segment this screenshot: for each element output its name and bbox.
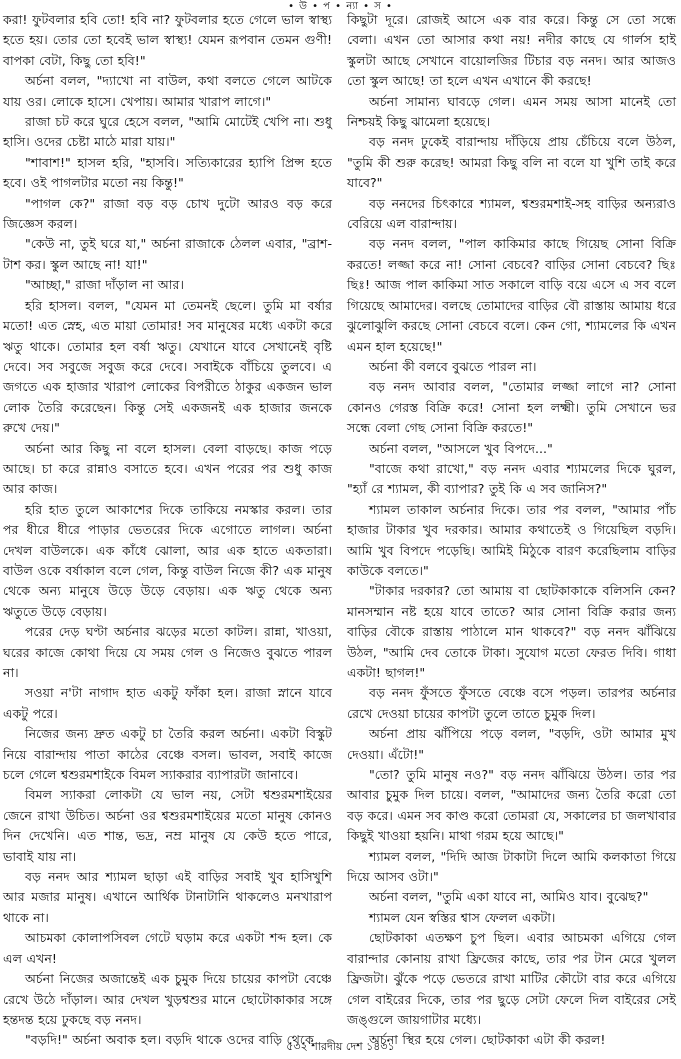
paragraph: আচমকা কোলাপসিবল গেটে ঘড়াম করে একটা শব্দ হল। কে এল এখন! xyxy=(3,930,332,966)
section-label: • উ • প • ন্যা • স • xyxy=(288,1,393,12)
paragraph: বড় ননদ ফুঁসতে ফুঁসতে বেঞ্চে বসে পড়ল। তারপর অর্চনার রেখে দেওয়া চায়ের কাপটা তুলে তাতে চুমুক দিল। xyxy=(347,685,676,721)
paragraph: "বড়দি!" অর্চনা অবাক হল। বড়দি থাকে ওদের বাড়ি থেকে xyxy=(25,1032,314,1048)
paragraph: করা! ফুটবলার হবি তো! হবি না? ফুটবলার হতে গেলে ভাল স্বাস্থ্য হতে হয়। তোর তো হবেই ভাল স্বাস্থ্য! যেমন রূপবান তেমন গুণী! বাপকা বেটা, কিছু তো হবি!" xyxy=(3,12,332,68)
paragraph: বিমল স্যাকরা লোকটা যে ভাল নয়, সেটা শ্বশুরমশাইয়ের জেনে রাখা উচিত। অর্চনা ওর শ্বশুরমশাইয়ের মতো মানুষ কোনও দিন দেখেনি। এত শান্ত, ভদ্র, নম্র মানুষ যে কেউ হতে পারে, ভাবাই যায় না। xyxy=(3,787,332,864)
paragraph: সওয়া ন'টা নাগাদ হাত একটু ফাঁকা হল। রাজা স্নানে যাবে একটু পরে। xyxy=(3,685,332,721)
paragraph: বড় ননদের চিৎকারে শ্যামল, শ্বশুরমশাই-সহ বাড়ির অন্যরাও বেরিয়ে এল বারান্দায়। xyxy=(347,195,676,232)
paragraph: অর্চনা স্থির হয়ে গেল। ছোটকাকা এটা কী করল! xyxy=(369,1032,606,1048)
paragraph: বড় ননদ আর শ্যামল ছাড়া এই বাড়ির সবাই খুব হাসিখুশি আর মজার মানুষ। এখানে আর্থিক টানাটানি থাকলেও মনখারাপ থাকে না। xyxy=(3,869,332,925)
paragraph: "পাগল কে?" রাজা বড় বড় চোখ দুটো আরও বড় করে জিজ্ঞেস করল। xyxy=(3,195,332,232)
paragraph: শ্যামল বলল, "দিদি আজ টাকাটা দিলে আমি কলকাতা গিয়ে দিয়ে আসব ওটা।" xyxy=(347,848,676,885)
paragraph: নিজের জন্য দ্রুত একটু চা তৈরি করল অর্চনা। একটা বিস্কুট নিয়ে বারান্দায় পাতা কাঠের বেঞ্চে বসল। ভাবল, সবাই কাজে চলে গেলে শ্বশুরমশাইকে বিমল স্যাকরার ব্যাপারটা জানাবে। xyxy=(3,726,332,783)
page-footer xyxy=(0,1039,681,1055)
paragraph: বড় ননদ ঢুকেই বারান্দায় দাঁড়িয়ে প্রায় চেঁচিয়ে বলে উঠল, "তুমি কী শুরু করেছ! আমরা কিছু বলি না বলে যা খুশি তাই করে যাবে?" xyxy=(347,134,676,191)
paragraph: হরি হাত তুলে আকাশের দিকে তাকিয়ে নমস্কার করল। তার পর ধীরে ধীরে পাড়ার ভেতরের দিকে এগোতে লাগল। অর্চনা দেখল বাউলকে। এক কাঁধে ঝোলা, আর এক হাতে একতারা। বাউল ওকে বর্ষাকাল বলে গেল, কিন্তু বাউল নিজে কী? এক মানুষ থেকে অন্য মানুষে উড়ে উড়ে বেড়ায়। এক ঋতু থেকে অন্য ঋতুতে উড়ে বেড়ায়। xyxy=(3,501,332,619)
paragraph: অর্চনা বলল, "তুমি একা যাবে না, আমিও যাব। বুঝেছ?" xyxy=(369,889,649,905)
paragraph: শ্যামল যেন স্বস্তির শ্বাস ফেলল একটা। xyxy=(369,909,556,925)
paragraph: রাজা চট করে ঘুরে হেসে বলল, "আমি মোটেই খেপি না। শুধু হাসি। ওদের চেষ্টা মাঠে মারা যায়।" xyxy=(3,114,332,150)
paragraph: "বাজে কথা রাখো," বড় ননদ এবার শ্যামলের দিকে ঘুরল, "হ্যাঁ রে শ্যামল, কী ব্যাপার? তুই কি এ সব জানিস?" xyxy=(347,460,676,497)
page-number-label: ৫৩২ শারদীয় দেশ ১৪৩১ xyxy=(286,1040,395,1053)
paragraph: পরের দেড় ঘণ্টা অর্চনার ঝড়ের মতো কাটল। রান্না, খাওয়া, ঘরের কাজে কোথা দিয়ে যে সময় গেল ও নিজেও বুঝতে পারল না। xyxy=(3,624,332,680)
paragraph: শ্যামল তাকাল অর্চনার দিকে। তার পর বলল, "আমার পাঁচ হাজার টাকার খুব দরকার। আমার কথাতেই ও গিয়েছিল বড়দি। আমি খুব বিপদে পড়েছি। আমিই মিঠুকে বারণ করেছিলাম বাড়ির কাউকে বলতে।" xyxy=(347,501,676,578)
paragraph: অর্চনা কী বলবে বুঝতে পারল না। xyxy=(369,358,537,374)
paragraph: "আচ্ছা," রাজা দাঁড়াল না আর। xyxy=(25,277,184,293)
paragraph: অর্চনা নিজের অজান্তেই এক চুমুক দিয়ে চায়ের কাপটা বেঞ্চে রেখে উঠে দাঁড়াল। আর দেখল খুড়শ্বশুর মানে ছোটোকাকার সঙ্গে হন্তদন্ত হয়ে ঢুকছে বড় ননদ। xyxy=(3,971,332,1027)
paragraph: ছোটকাকা এতক্ষণ চুপ ছিল। এবার আচমকা এগিয়ে গেল বারান্দার কোনায় রাখা ফ্রিজের কাছে, তার পর টান মেরে খুলল ফ্রিজটা। ঝুঁকে পড়ে ভেতরে রাখা মাটির কৌটো বার করে এগিয়ে গেল বাইরের দিকে, তার পর ছুড়ে সেটা ফেলে দিল বাইরের সেই জঙ্গুলে জায়গাটার মধ্যে। xyxy=(347,930,676,1027)
paragraph: অর্চনা প্রায় ঝাঁপিয়ে পড়ে বলল, "বড়দি, ওটা আমার মুখ দেওয়া। এঁটো!" xyxy=(347,726,676,762)
paragraph: কিছুটা দূরে। রোজই আসে এক বার করে। কিন্তু সে তো সন্ধে বেলা। এখন তো আসার কথা নয়! নদীর কাছে যে গার্লস হাই স্কুলটা আছে সেখানে বায়োলজির টিচার বড় ননদ। আর আজও তো স্কুল আছে! তা হলে এখন এখানে কী করছে! xyxy=(347,12,676,89)
paragraph: অর্চনা আর কিছু না বলে হাসল। বেলা বাড়ছে। কাজ পড়ে আছে। চা করে রান্নাও বসাতে হবে। এখন পরের পর শুধু কাজ আর কাজ। xyxy=(3,440,332,497)
right-column xyxy=(347,10,676,1048)
paragraph: বড় ননদ আবার বলল, "তোমার লজ্জা লাগে না? সোনা কোনও গেরস্ত বিক্রি করে! সোনা হল লক্ষ্মী। তুমি সেখানে ভর সন্ধে বেলা গেছ সোনা বিক্রি করতে!" xyxy=(347,379,676,436)
paragraph: বড় ননদ বলল, "পাল কাকিমার কাছে গিয়েছ সোনা বিক্রি করতে! লজ্জা করে না! সোনা বেচবে? বাড়ির সোনা বেচবে? ছিঃ ছিঃ! আজ পাল কাকিমা সাত সকালে বাড়ি বয়ে এসে এ সব বলে গিয়েছে আমাদের। বলছে তোমাদের বাড়ির বৌ রাস্তায় আমায় ধরে ঝুলোঝুলি করছে সোনা বেচবে বলে। কেন গো, শ্যামলের কি এখন এমন হাল হয়েছে!" xyxy=(347,236,676,354)
paragraph: "কেউ না, তুই ঘরে যা," অর্চনা রাজাকে ঠেলল এবার, "ব্রাশ-টাশ কর। স্কুল আছে না! যা!" xyxy=(3,236,332,272)
paragraph: "শাবাশ!" হাসল হরি, "হাসবি। সত্যিকারের হ্যাপি প্রিন্স হতে হবে। ওই পাগলটার মতো নয় কিন্তু!" xyxy=(3,154,332,191)
left-column xyxy=(3,10,332,1048)
paragraph: "টাকার দরকার? তো আমায় বা ছোটকাকাকে বলিসনি কেন? মানসম্মান নষ্ট হয়ে যাবে তাতে? আর সোনা বিক্রি করার জন্য বাড়ির বৌকে রাস্তায় পাঠালে মান থাকবে?" বড় ননদ ঝাঁঝিয়ে উঠল, "আমি দেব তোকে টাকা। সুযোগ মতো ফেরত দিবি। গাধা একটা! ছাগল!" xyxy=(347,583,676,680)
paragraph: অর্চনা সামান্য ঘাবড়ে গেল। এমন সময় আসা মানেই তো নিশ্চয়ই কিছু ঝামেলা হয়েছে। xyxy=(347,93,676,130)
paragraph: অর্চনা বলল, "দ্যাখো না বাউল, কথা বলতে গেলে আটকে যায় ওর। লোকে হাসে। খেপায়। আমার খারাপ লাগে।" xyxy=(3,73,332,109)
paragraph: হরি হাসল। বলল, "যেমন মা তেমনই ছেলে। তুমি মা বর্ষার মতো! এত স্নেহ, এত মায়া তোমার! সব মানুষের মধ্যে একটা করে ঋতু থাকে। তোমার হল বর্ষা ঋতু। যেখানে যাবে সেখানেই বৃষ্টি দেবে। সব সবুজে সবুজ করে দেবে। সবাইকে বাঁচিয়ে তুলবে। এ জগতে এক হাজার খারাপ লোকের বিপরীতে ঠাকুর একজন ভাল লোক তৈরি করেছেন। কিন্তু সেই একজনই এক হাজার জনকে রুখে দেয়।" xyxy=(3,297,332,436)
paragraph: অর্চনা বলল, "আসলে খুব বিপদে..." xyxy=(369,440,553,456)
paragraph: "তো? তুমি মানুষ নও?" বড় ননদ ঝাঁঝিয়ে উঠল। তার পর আবার চুমুক দিল চায়ে। বলল, "আমাদের জন্য তৈরি করো তো বড় করে। এমন সব কাণ্ড করো তোমরা যে, সকালের চা জলখাবার কিছুই খাওয়া হয়নি। মাথা গরম হয়ে আছে।" xyxy=(347,767,676,844)
